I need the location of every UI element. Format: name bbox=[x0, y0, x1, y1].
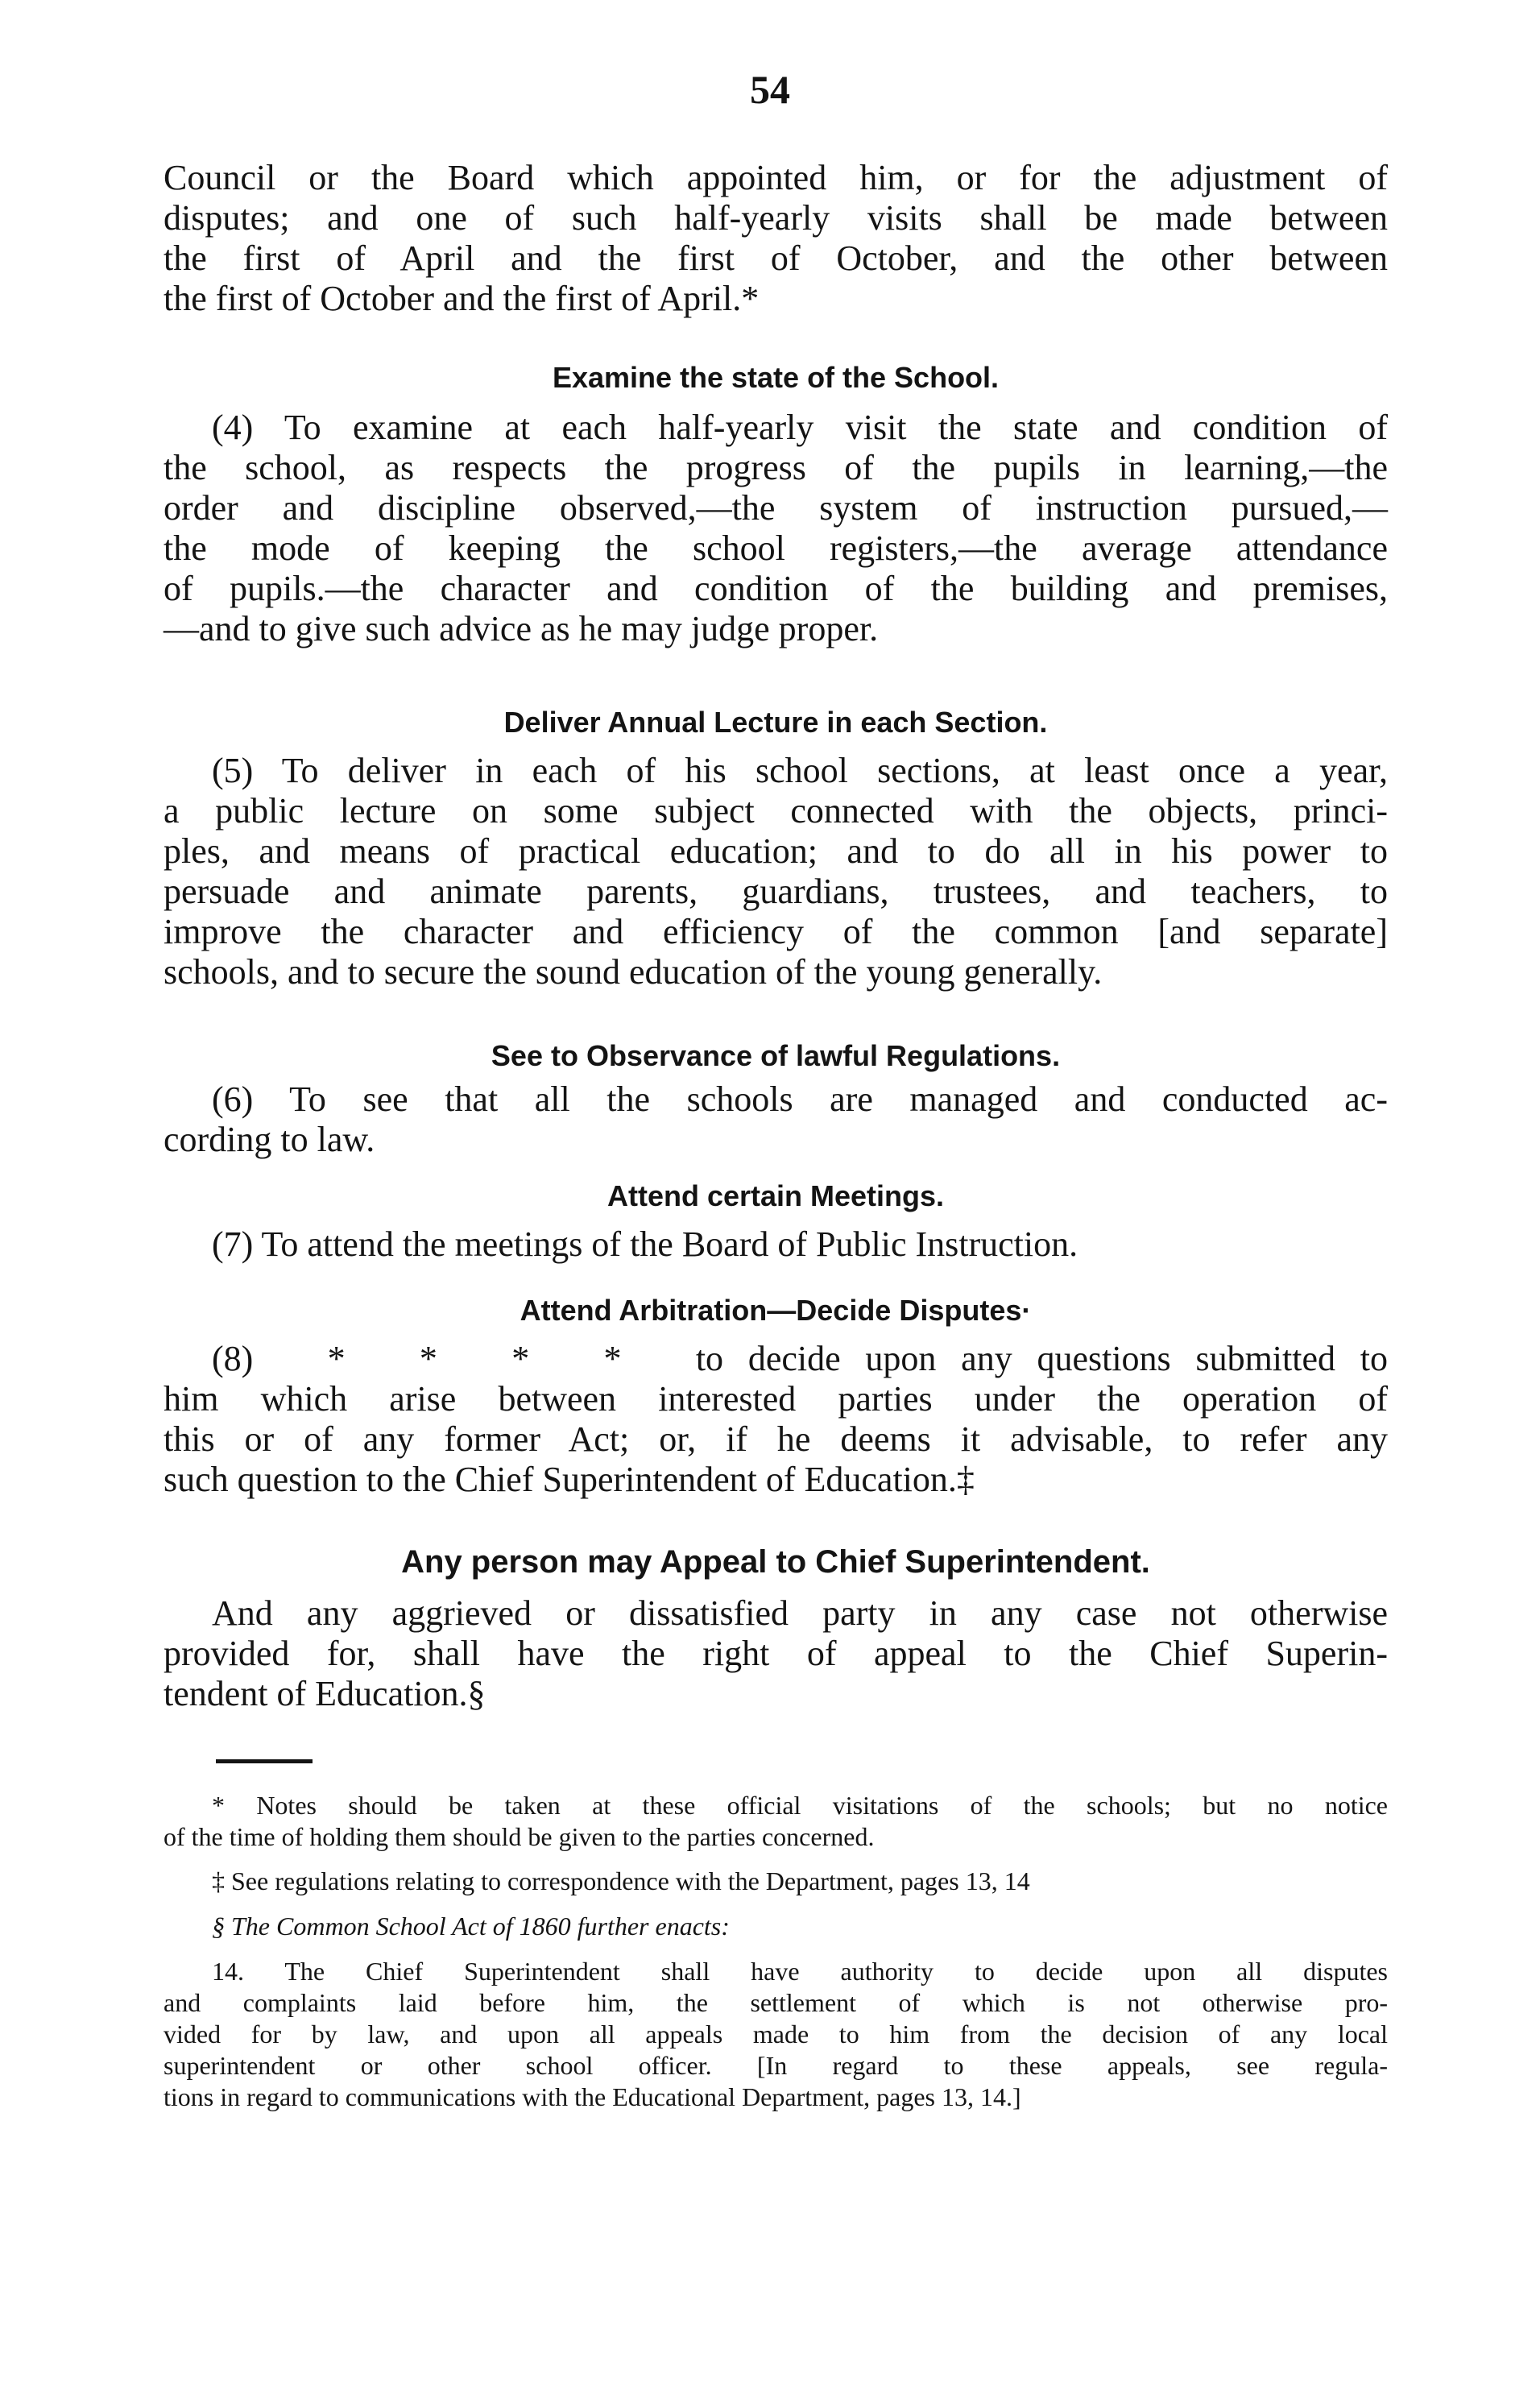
text-line: schools, and to secure the sound education of the young generally. bbox=[164, 952, 1103, 992]
text-line: tendent of Education.§ bbox=[164, 1674, 486, 1713]
text-line: (8) * * * * to decide upon any questions submitted to bbox=[212, 1339, 1388, 1378]
footnote bbox=[164, 1790, 1388, 1853]
section-heading: Attend Arbitration—Decide Disputes· bbox=[520, 1294, 1032, 1327]
footnote bbox=[164, 1956, 1388, 2113]
footnote-line: ‡ See regulations relating to correspondence with the Department, pages 13, 14 bbox=[212, 1866, 1030, 1895]
section-paragraph bbox=[164, 1593, 1388, 1714]
section-paragraph bbox=[164, 1224, 1388, 1265]
text-line: the mode of keeping the school registers,—the average attendance bbox=[164, 528, 1388, 568]
section-heading: Attend certain Meetings. bbox=[606, 1179, 945, 1212]
text-line: the first of October and the first of April.* bbox=[164, 279, 760, 318]
text-line: (5) To deliver in each of his school sections, at least once a year, bbox=[212, 751, 1388, 790]
footnote-line: vided for by law, and upon all appeals made to him from the decision of any local bbox=[164, 2020, 1388, 2049]
footnote-line: 14. The Chief Superintendent shall have authority to decide upon all disputes bbox=[212, 1957, 1388, 1986]
text-line: (4) To examine at each half-yearly visit the state and condition of bbox=[212, 408, 1388, 447]
section-paragraph bbox=[164, 408, 1388, 649]
footnote bbox=[164, 1866, 1388, 1897]
text-line: improve the character and efficiency of the common [and separate] bbox=[164, 912, 1388, 951]
text-line: the school, as respects the progress of the pupils in learning,—the bbox=[164, 448, 1388, 487]
text-line: —and to give such advice as he may judge proper. bbox=[164, 609, 879, 648]
footnote-line: § The Common School Act of 1860 further enacts: bbox=[212, 1912, 730, 1941]
text-line: a public lecture on some subject connected with the objects, princi- bbox=[164, 791, 1388, 831]
text-line: him which arise between interested parties under the operation of bbox=[164, 1379, 1388, 1419]
text-line: Council or the Board which appointed him, or for the adjustment of bbox=[164, 158, 1388, 197]
text-line: this or of any former Act; or, if he deems it advisable, to refer any bbox=[164, 1419, 1388, 1459]
section-heading: Deliver Annual Lecture in each Section. bbox=[503, 706, 1048, 739]
section-heading: Any person may Appeal to Chief Superintendent. bbox=[401, 1544, 1150, 1580]
text-line: order and discipline observed,—the system of instruction pursued,— bbox=[164, 488, 1388, 528]
text-line: And any aggrieved or dissatisfied party in any case not otherwise bbox=[212, 1593, 1388, 1633]
section-paragraph bbox=[164, 1339, 1388, 1500]
section-heading: See to Observance of lawful Regulations. bbox=[491, 1039, 1061, 1072]
footnote-line: superintendent or other school officer. [In regard to these appeals, see regula- bbox=[164, 2051, 1388, 2080]
section-heading: Examine the state of the School. bbox=[552, 361, 1000, 394]
text-line: (7) To attend the meetings of the Board of Public Instruction. bbox=[212, 1224, 1078, 1264]
text-line: such question to the Chief Superintendent of Education.‡ bbox=[164, 1460, 975, 1499]
page-number: 54 bbox=[750, 67, 790, 112]
footnote-divider bbox=[216, 1759, 313, 1763]
footnote-line: of the time of holding them should be given to the parties concerned. bbox=[164, 1822, 875, 1851]
footnote-line: and complaints laid before him, the settlement of which is not otherwise pro- bbox=[164, 1988, 1388, 2017]
intro-paragraph bbox=[164, 158, 1388, 319]
text-line: (6) To see that all the schools are managed and conducted ac- bbox=[212, 1079, 1388, 1119]
text-line: disputes; and one of such half-yearly visits shall be made between bbox=[164, 198, 1388, 238]
text-line: persuade and animate parents, guardians, trustees, and teachers, to bbox=[164, 872, 1388, 911]
section-paragraph bbox=[164, 751, 1388, 992]
text-line: ples, and means of practical education; and to do all in his power to bbox=[164, 831, 1388, 871]
footnote bbox=[164, 1911, 1388, 1942]
footnote-line: * Notes should be taken at these official visitations of the schools; but no notice bbox=[212, 1791, 1388, 1820]
text-line: provided for, shall have the right of appeal to the Chief Superin- bbox=[164, 1634, 1388, 1673]
footnote-line: tions in regard to communications with the Educational Department, pages 13, 14.] bbox=[164, 2082, 1021, 2111]
text-line: the first of April and the first of October, and the other between bbox=[164, 238, 1388, 278]
text-line: cording to law. bbox=[164, 1120, 375, 1159]
section-paragraph bbox=[164, 1079, 1388, 1160]
text-line: of pupils.—the character and condition of the building and premises, bbox=[164, 569, 1388, 608]
